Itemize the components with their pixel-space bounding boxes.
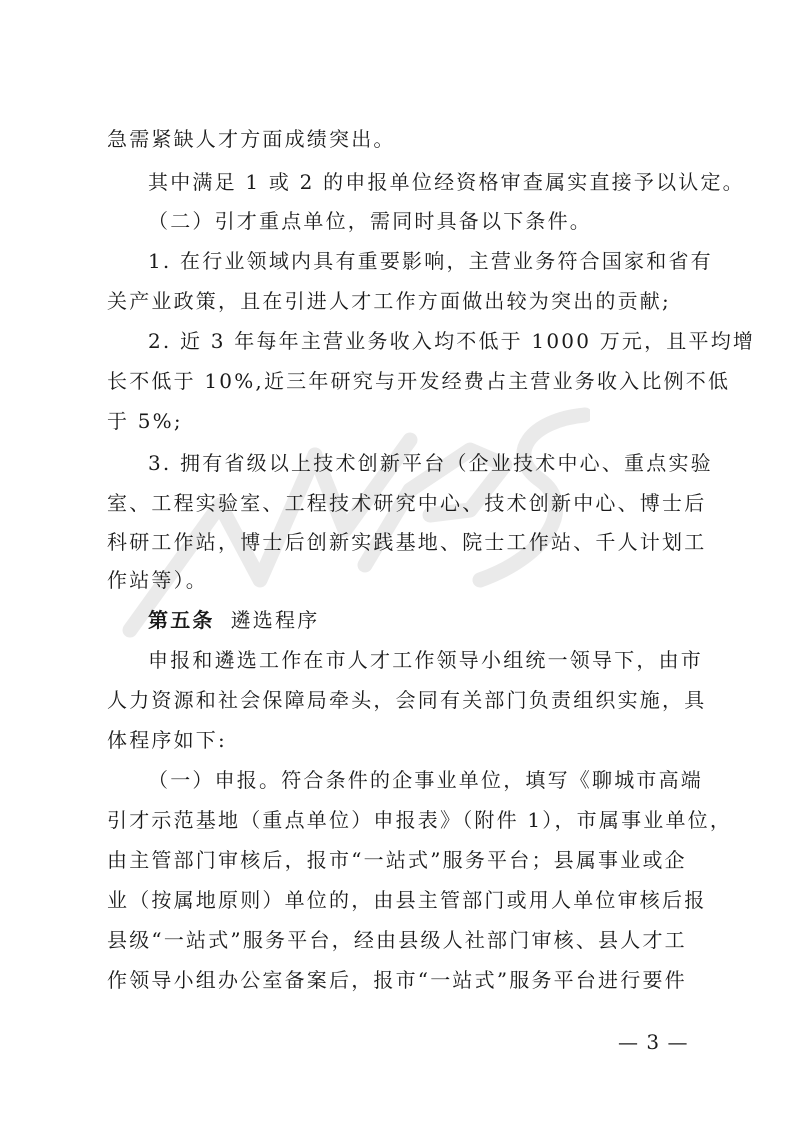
paragraph-line: 作站等）。 xyxy=(107,568,208,592)
paragraph-line: 1. 在行业领域内具有重要影响，主营业务符合国家和省有 xyxy=(148,249,713,273)
paragraph-line: 业（按属地原则）单位的，由县主管部门或用人单位审核后报 xyxy=(107,888,707,912)
paragraph-line: 申报和遴选工作在市人才工作领导小组统一领导下，由市 xyxy=(148,648,703,672)
article-title: 遴选程序 xyxy=(230,608,320,632)
paragraph-line: 科研工作站，博士后创新实践基地、院士工作站、千人计划工 xyxy=(107,530,707,554)
paragraph-line: 3. 拥有省级以上技术创新平台（企业技术中心、重点实验 xyxy=(148,451,713,475)
paragraph-line: 县级“一站式”服务平台，经由县级人社部门审核、县人才工 xyxy=(107,928,687,952)
article-heading xyxy=(148,608,693,632)
article-label: 第五条 xyxy=(148,608,215,632)
paragraph-line: 体程序如下: xyxy=(107,728,227,752)
paragraph-line: 作领导小组办公室备案后，报市“一站式”服务平台进行要件 xyxy=(107,968,687,992)
paragraph-line: （一）申报。符合条件的企事业单位，填写《聊城市高端 xyxy=(148,768,703,792)
paragraph-line: 2. 近 3 年每年主营业务收入均不低于 1000 万元，且平均增 xyxy=(148,329,756,353)
paragraph-line: 急需紧缺人才方面成绩突出。 xyxy=(107,127,396,151)
paragraph-line: 其中满足 1 或 2 的申报单位经资格审查属实直接予以认定。 xyxy=(148,170,745,194)
paragraph-line: 引才示范基地（重点单位）申报表》（附件 1），市属事业单位， xyxy=(107,808,733,832)
paragraph-line: 由主管部门审核后，报市“一站式”服务平台；县属事业或企 xyxy=(107,848,687,872)
section-heading: （二）引才重点单位，需同时具备以下条件。 xyxy=(148,209,592,233)
page-number: — 3 — xyxy=(618,1030,689,1054)
paragraph-line: 室、工程实验室、工程技术研究中心、技术创新中心、博士后 xyxy=(107,491,707,515)
paragraph-line: 于 5%; xyxy=(107,409,183,433)
paragraph-line: 人力资源和社会保障局牵头，会同有关部门负责组织实施，具 xyxy=(107,688,707,712)
paragraph-line: 长不低于 10%,近三年研究与开发经费占主营业务收入比例不低 xyxy=(107,369,731,393)
paragraph-line: 关产业政策，且在引进人才工作方面做出较为突出的贡献; xyxy=(107,289,671,313)
